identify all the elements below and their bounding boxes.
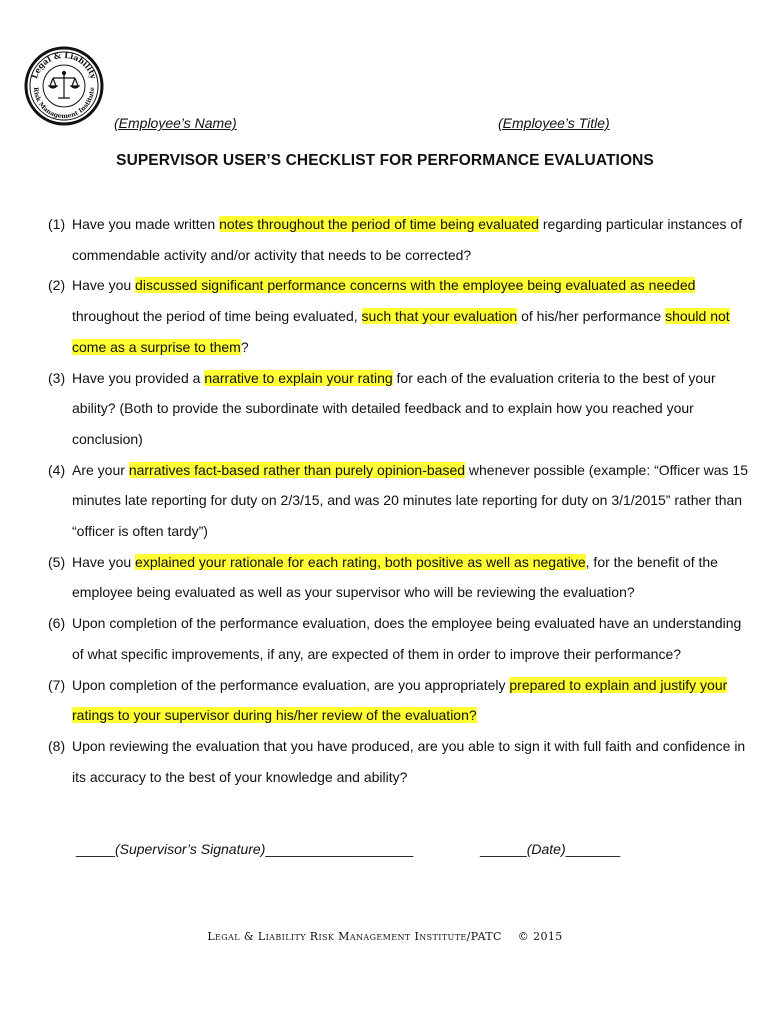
item-text: Are your (72, 461, 129, 478)
highlighted-text: explained your rationale for each rating, both positive as well as negative (135, 553, 586, 570)
item-number: (8) (48, 737, 66, 754)
footer-org: Legal & Liability Risk Management Institute/PATC (207, 930, 502, 943)
item-text: Upon completion of the performance evaluation, are you appropriately (72, 676, 510, 693)
highlighted-text: narratives fact-based rather than purely opinion-based (128, 461, 466, 478)
checklist-item (48, 547, 750, 608)
date-blank-post: _______ (565, 841, 621, 857)
highlighted-text: narrative to explain your rating (204, 369, 393, 386)
item-text: throughout the period of time being evaluated, (72, 308, 362, 325)
checklist-item (48, 455, 750, 547)
highlighted-text: should not come as a surprise to them (72, 308, 730, 355)
date-label: (Date) (526, 841, 566, 857)
page-title: SUPERVISOR USER’S CHECKLIST FOR PERFORMANCE EVALUATIONS (116, 152, 654, 169)
checklist-item (48, 209, 750, 270)
item-text: Have you made written (72, 216, 220, 232)
item-text: Have you provided a (72, 369, 205, 386)
checklist-item (48, 270, 750, 362)
signature-blank-post: ___________________ (265, 841, 414, 857)
item-number: (5) (48, 553, 66, 570)
item-text: ? (240, 338, 249, 355)
item-number: (3) (48, 369, 66, 386)
employee-name-field: (Employee’s Name) (114, 115, 237, 131)
item-number: (6) (48, 615, 66, 632)
checklist-item (48, 670, 750, 731)
footer (0, 930, 770, 943)
highlighted-text: notes throughout the period of time being evaluated (219, 216, 539, 232)
item-number: (2) (48, 277, 66, 294)
item-text: for each of the evaluation criteria to the best of your ability? (Both to provide the subordinate with detailed feedback and to explain how you reached your conclusion) (72, 369, 716, 447)
item-text: Upon completion of the performance evaluation, does the employee being evaluated have an understanding of what specific improvements, if any, are expected of them in order to improve their performance? (72, 615, 742, 662)
date-blank-pre: ______ (480, 841, 527, 857)
checklist-item (48, 363, 750, 455)
logo-text-top: Legal & Liability (29, 49, 99, 80)
item-text: regarding particular instances of commendable activity and/or activity that needs to be corrected? (72, 216, 743, 263)
logo-text-bottom: Risk Management Institute (31, 87, 97, 121)
employee-title-field: (Employee’s Title) (498, 115, 610, 131)
institute-logo (24, 46, 104, 126)
date-line (480, 841, 620, 857)
supervisor-signature-line (76, 841, 413, 857)
item-text: Have you (72, 277, 136, 294)
item-text: Have you (72, 553, 136, 570)
highlighted-text: such that your evaluation (361, 308, 518, 325)
checklist (48, 209, 750, 792)
signature-blank-pre: _____ (76, 841, 115, 857)
item-number: (7) (48, 676, 66, 693)
highlighted-text: discussed significant performance concerns with the employee being evaluated as needed (135, 277, 696, 294)
item-text: , for the benefit of the employee being evaluated as well as your supervisor who will be reviewing the evaluation? (72, 553, 718, 601)
item-text: Upon reviewing the evaluation that you have produced, are you able to sign it with full faith and confidence in its accuracy to the best of your knowledge and ability? (72, 737, 746, 785)
checklist-item (48, 608, 750, 669)
item-number: (4) (48, 461, 66, 478)
highlighted-text: prepared to explain and justify your ratings to your supervisor during his/her review of the evaluation? (72, 676, 728, 724)
checklist-item (48, 731, 750, 792)
signature-label: (Supervisor’s Signature) (114, 841, 266, 857)
item-number: (1) (48, 216, 66, 232)
footer-copyright: © 2015 (517, 930, 563, 943)
item-text: whenever possible (example: “Officer was 15 minutes late reporting for duty on 2/3/15, and was 20 minutes late reporting for duty on 3/1/2015” rather than “officer is often tardy”) (72, 461, 748, 540)
item-text: of his/her performance (517, 308, 666, 325)
